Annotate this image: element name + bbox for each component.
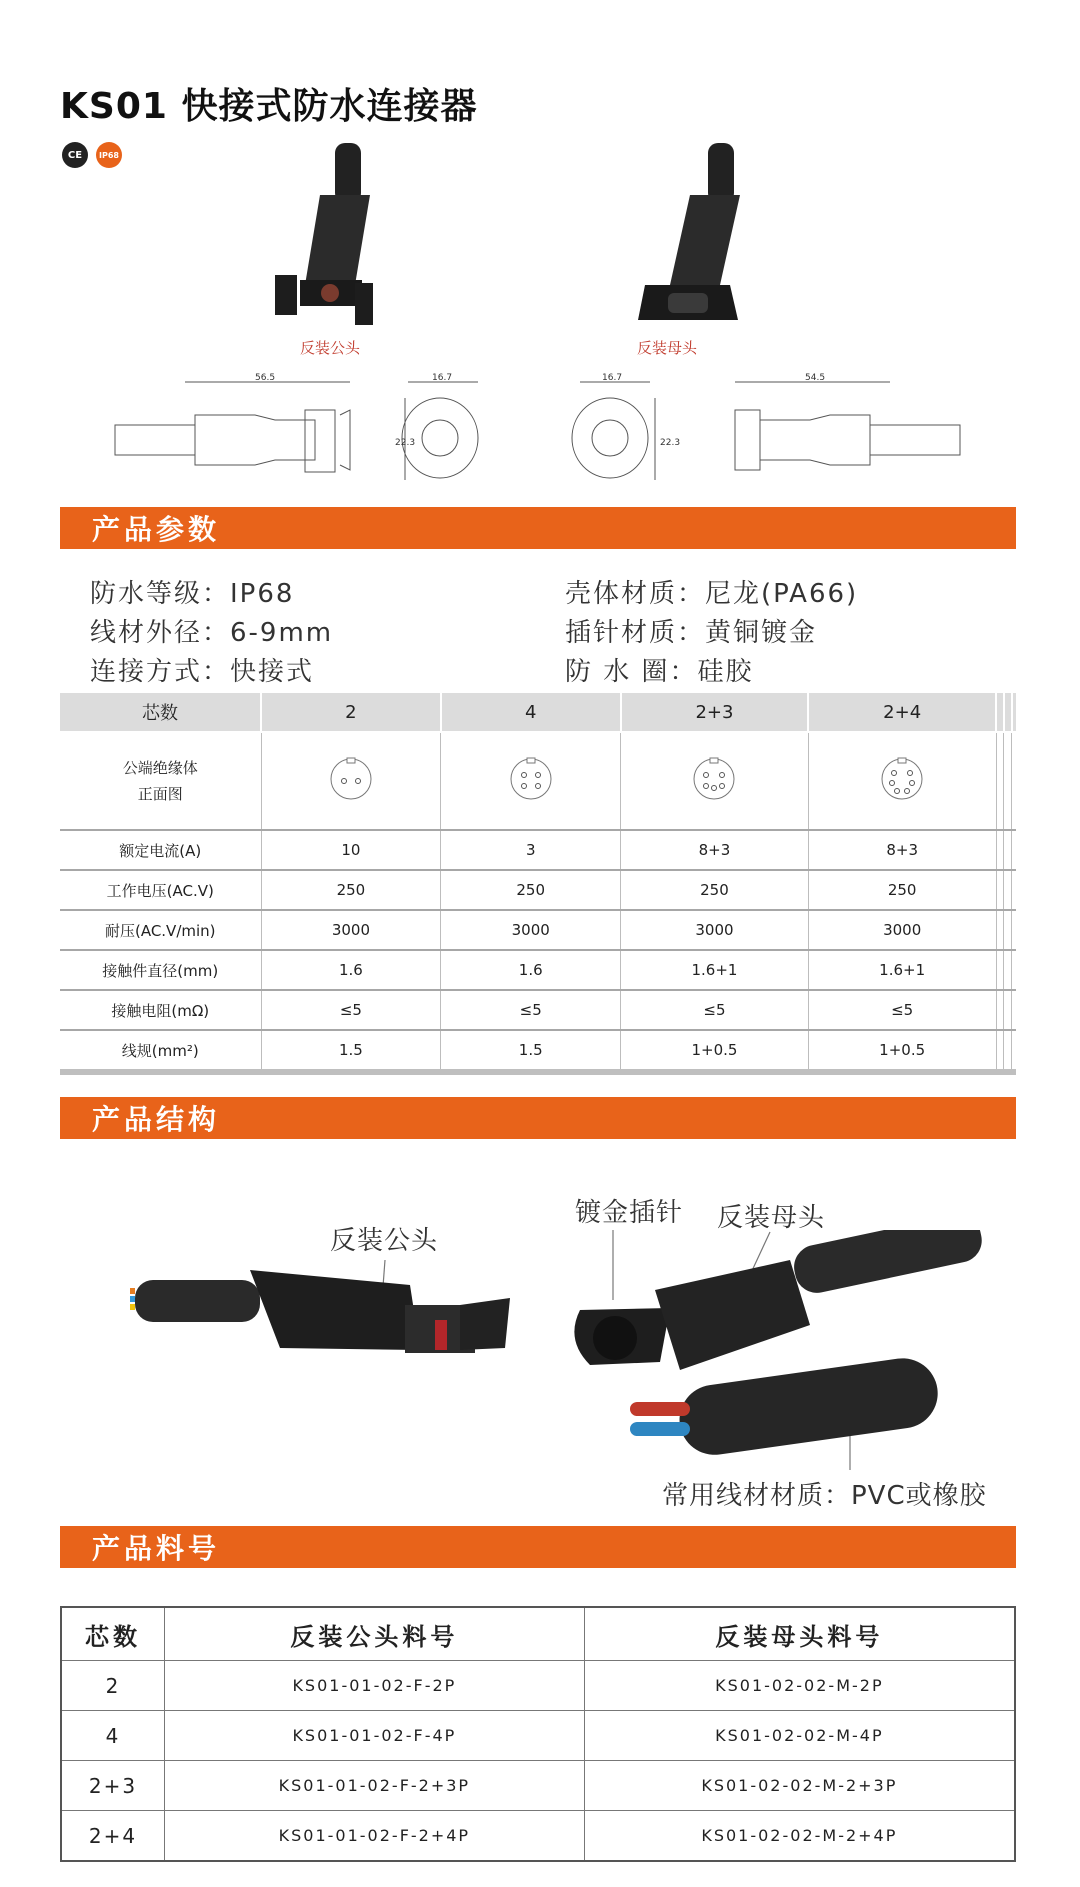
dim-male-height: 22.3 (395, 438, 416, 448)
male-caption: 反装公头 (300, 339, 361, 357)
spec-row-label: 接触件直径(mm) (60, 950, 261, 990)
section-partno-header: 产品料号 (60, 1526, 1016, 1568)
partno-header-male: 反装公头料号 (165, 1607, 585, 1661)
spec-cell: 1.6 (261, 950, 441, 990)
spec-cell: 1.6+1 (621, 950, 809, 990)
spec-cell: 1.6+1 (808, 950, 996, 990)
male-callout: 反装公头 (330, 1226, 439, 1256)
spec-cell: 8+3 (621, 830, 809, 870)
spec-cell: 3 (441, 830, 621, 870)
partno-cores: 2+4 (61, 1811, 165, 1862)
param-waterproof: 防水等级：IP68 (90, 579, 295, 609)
empty-cell (996, 732, 1004, 830)
partno-header-cores: 芯数 (61, 1607, 165, 1661)
spec-cell: 3000 (621, 910, 809, 950)
insulator-face-2-4-icon (808, 732, 996, 830)
partno-cores: 2 (61, 1661, 165, 1711)
spec-cell: 1.5 (261, 1030, 441, 1072)
spec-face-row (60, 732, 1016, 830)
spec-cell: 1.5 (441, 1030, 621, 1072)
param-connection: 连接方式：快接式 (90, 657, 315, 687)
partno-female: KS01-02-02-M-4P (584, 1711, 1015, 1761)
spec-cell: ≤5 (621, 990, 809, 1030)
spec-cell: ≤5 (808, 990, 996, 1030)
spec-core-col: 2+4 (808, 693, 996, 732)
partno-cores: 2+3 (61, 1761, 165, 1811)
spec-cell: 1+0.5 (808, 1030, 996, 1072)
partno-header-female: 反装母头料号 (584, 1607, 1015, 1661)
spec-cell: ≤5 (441, 990, 621, 1030)
spec-core-col (1004, 693, 1012, 732)
spec-cell: 3000 (808, 910, 996, 950)
spec-face-label: 公端绝缘体 正面图 (60, 732, 261, 830)
female-caption: 反装母头 (637, 339, 698, 357)
param-housing: 壳体材质：尼龙(PA66) (565, 579, 859, 609)
ce-certification-icon: CE (62, 142, 88, 168)
structure-illustration (110, 1230, 990, 1470)
spec-row-label: 接触电阻(mΩ) (60, 990, 261, 1030)
spec-core-col: 4 (441, 693, 621, 732)
partno-male: KS01-01-02-F-2P (165, 1661, 585, 1711)
spec-row-label: 工作电压(AC.V) (60, 870, 261, 910)
dim-female-height: 22.3 (660, 438, 681, 448)
female-callout: 反装母头 (717, 1203, 826, 1233)
spec-row (60, 830, 1016, 870)
spec-cell: 250 (261, 870, 441, 910)
insulator-face-2-icon (261, 732, 441, 830)
spec-core-col (996, 693, 1004, 732)
spec-cell: ≤5 (261, 990, 441, 1030)
spec-header-label: 芯数 (60, 693, 261, 732)
dim-male-width: 16.7 (432, 373, 453, 383)
spec-core-col: 2 (261, 693, 441, 732)
empty-cell (1004, 732, 1012, 830)
ip68-rating-icon: IP68 (96, 142, 122, 168)
spec-row (60, 1030, 1016, 1072)
dim-male-length: 56.5 (255, 373, 276, 383)
partno-header-row (61, 1607, 1015, 1661)
spec-row (60, 910, 1016, 950)
param-seal: 防 水 圈：硅胶 (565, 657, 754, 687)
partno-cores: 4 (61, 1711, 165, 1761)
spec-core-col (1012, 693, 1016, 732)
male-connector-photo (260, 135, 390, 335)
partno-male: KS01-01-02-F-2+3P (165, 1761, 585, 1811)
partno-row (61, 1811, 1015, 1862)
partno-row (61, 1661, 1015, 1711)
spec-cell: 10 (261, 830, 441, 870)
param-pin-material: 插针材质：黄铜镀金 (565, 618, 818, 648)
section-params-header: 产品参数 (60, 507, 1016, 549)
female-connector-photo (620, 135, 750, 335)
spec-row-label: 额定电流(A) (60, 830, 261, 870)
partno-table (60, 1606, 1016, 1862)
dim-female-length: 54.5 (805, 373, 826, 383)
spec-row (60, 950, 1016, 990)
spec-table (60, 693, 1016, 1075)
spec-cell: 3000 (441, 910, 621, 950)
partno-male: KS01-01-02-F-4P (165, 1711, 585, 1761)
section-structure-header: 产品结构 (60, 1097, 1016, 1139)
spec-cell: 250 (441, 870, 621, 910)
spec-cell: 1+0.5 (621, 1030, 809, 1072)
spec-cell: 3000 (261, 910, 441, 950)
spec-row (60, 990, 1016, 1030)
empty-cell (1012, 732, 1016, 830)
partno-male: KS01-01-02-F-2+4P (165, 1811, 585, 1862)
spec-cell: 8+3 (808, 830, 996, 870)
page-title: KS01 快接式防水连接器 (60, 86, 478, 127)
spec-cell: 250 (621, 870, 809, 910)
partno-female: KS01-02-02-M-2+4P (584, 1811, 1015, 1862)
spec-cell: 250 (808, 870, 996, 910)
spec-row-label: 线规(mm²) (60, 1030, 261, 1072)
dim-female-width: 16.7 (602, 373, 623, 383)
partno-female: KS01-02-02-M-2+3P (584, 1761, 1015, 1811)
spec-header-row (60, 693, 1016, 732)
dimension-drawings (110, 370, 980, 495)
partno-female: KS01-02-02-M-2P (584, 1661, 1015, 1711)
insulator-face-4-icon (441, 732, 621, 830)
cable-callout: 常用线材材质：PVC或橡胶 (662, 1481, 987, 1511)
spec-cell: 1.6 (441, 950, 621, 990)
spec-core-col: 2+3 (621, 693, 809, 732)
insulator-face-2-3-icon (621, 732, 809, 830)
spec-row (60, 870, 1016, 910)
pin-callout: 镀金插针 (575, 1198, 684, 1228)
param-cable-diameter: 线材外径：6-9mm (90, 618, 334, 648)
partno-row (61, 1761, 1015, 1811)
spec-row-label: 耐压(AC.V/min) (60, 910, 261, 950)
partno-row (61, 1711, 1015, 1761)
